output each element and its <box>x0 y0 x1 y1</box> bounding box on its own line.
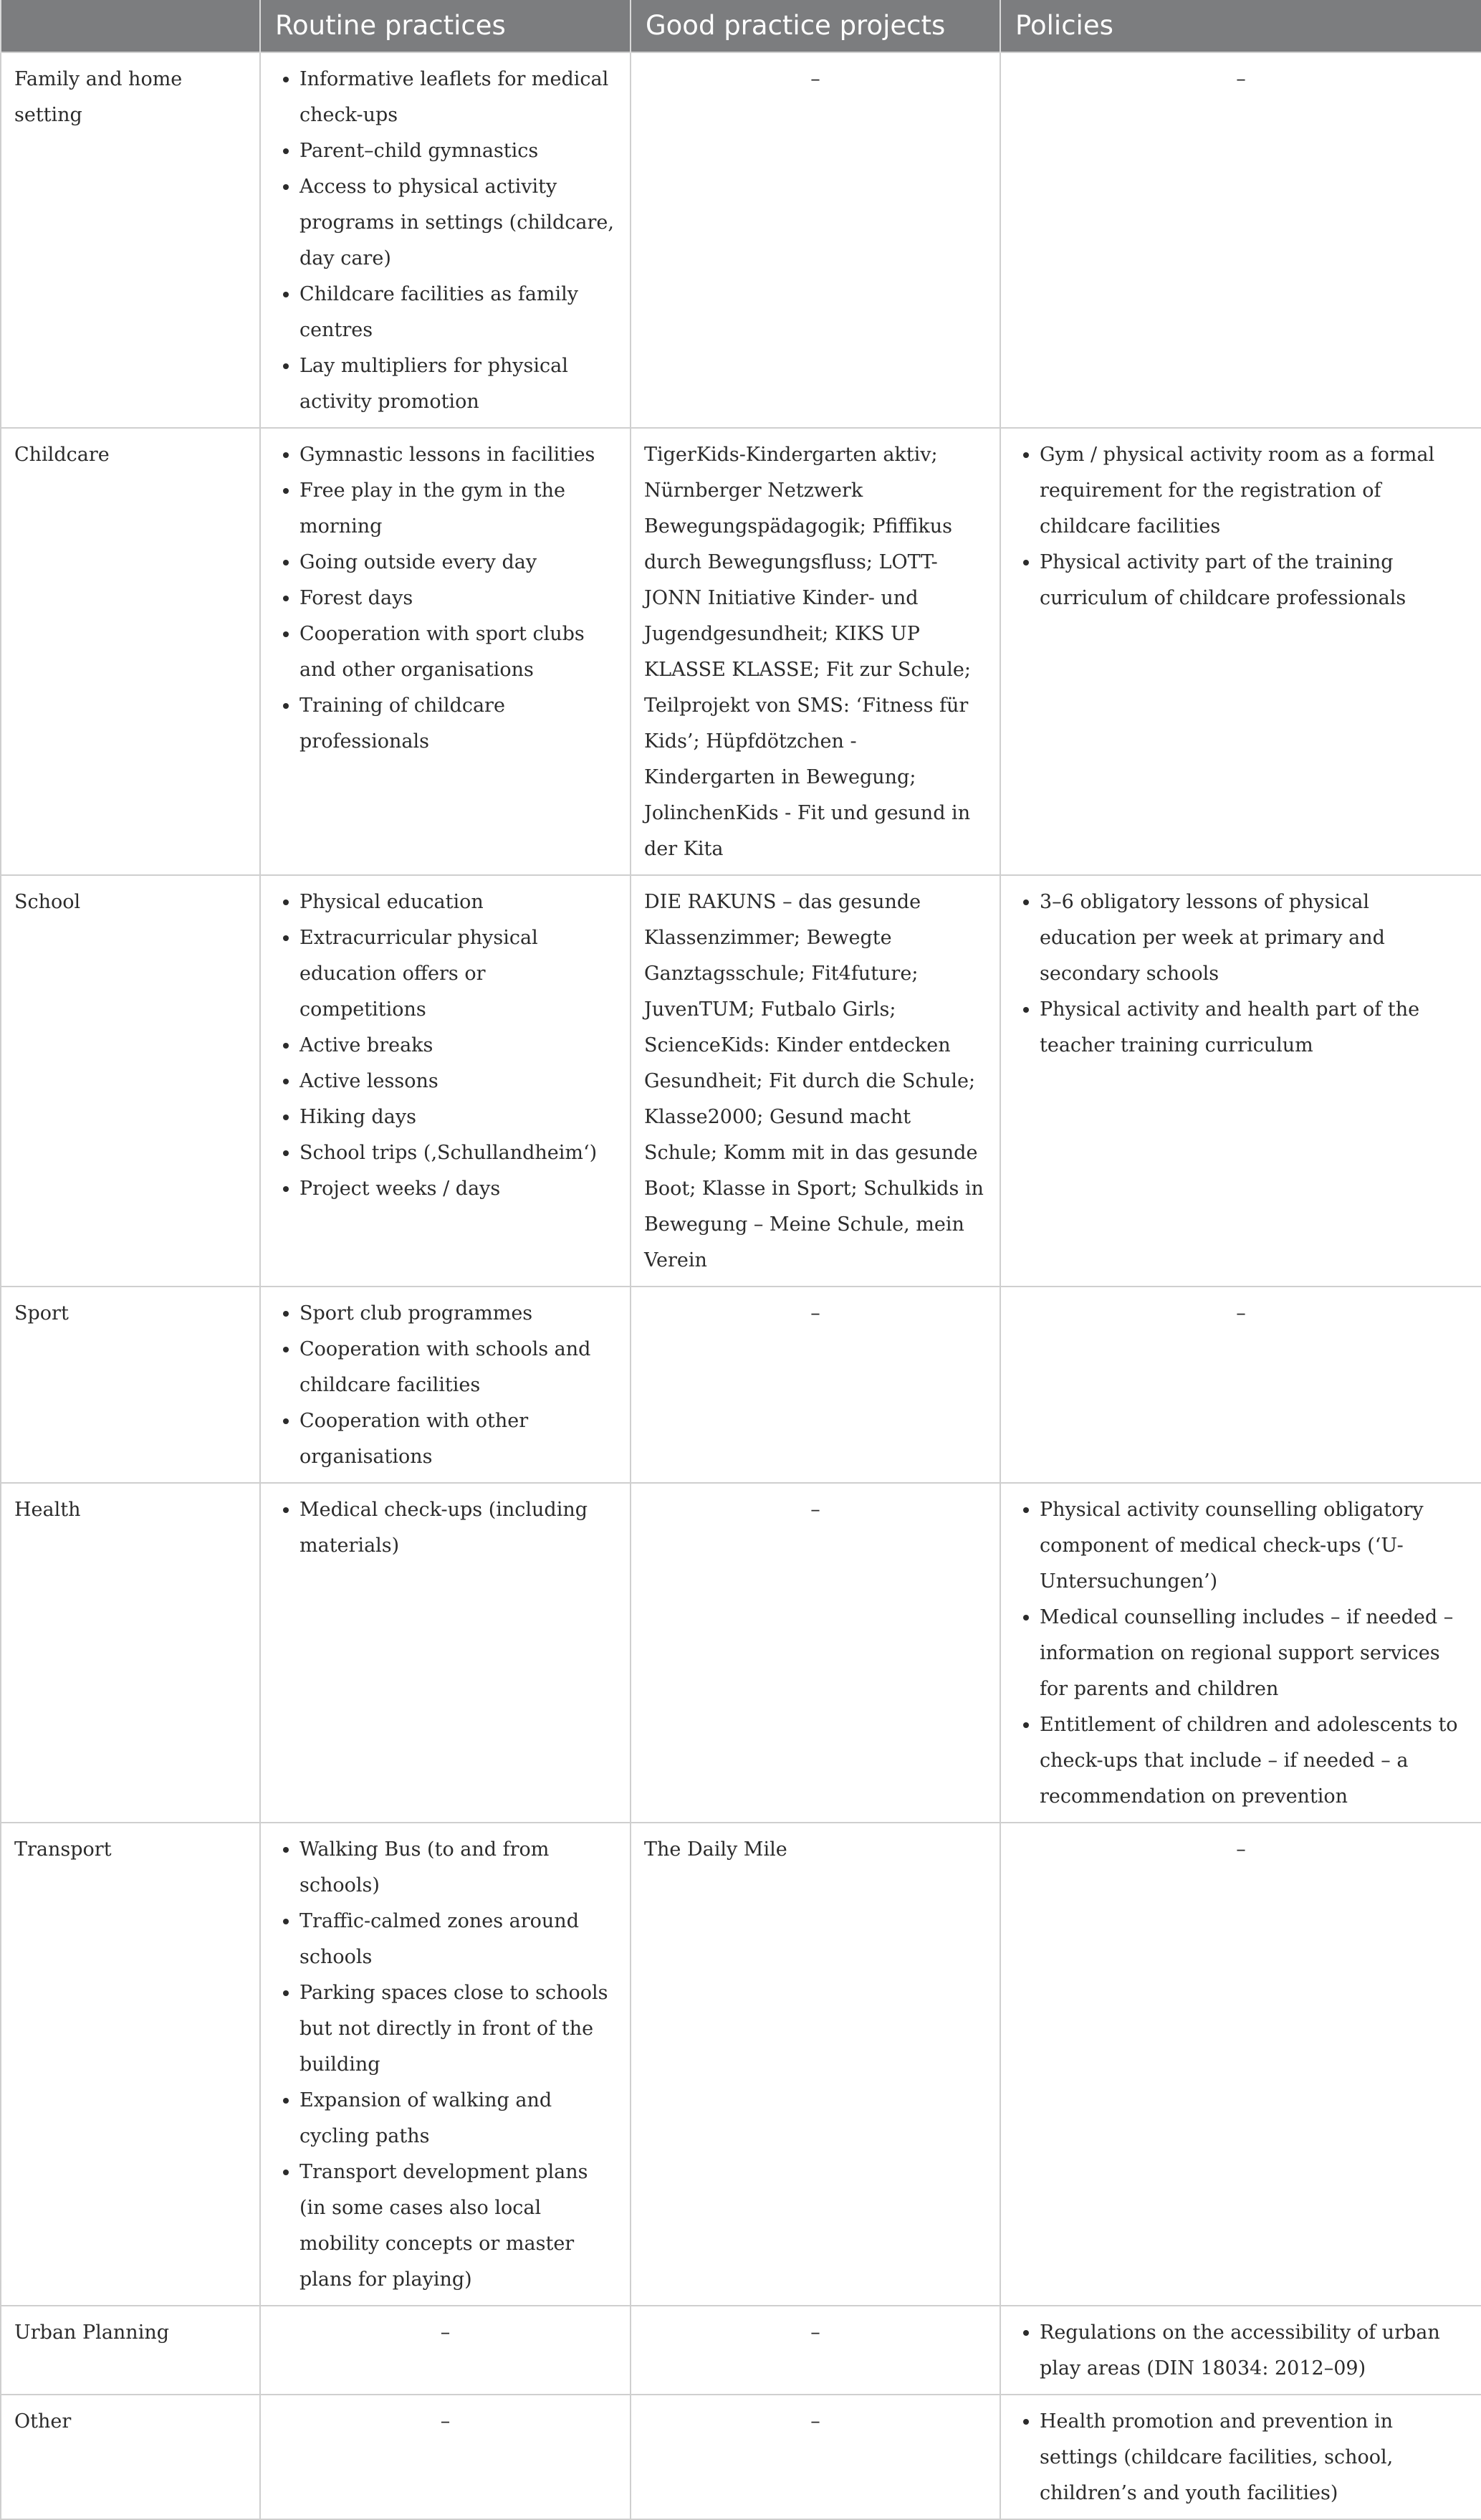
list-item: • Regulations on the accessibility of urban play areas (DIN 18034: 2012–09) <box>1040 2315 1468 2387</box>
list-item: • Project weeks / days <box>299 1171 617 1207</box>
table-row <box>1 875 1481 1287</box>
routine-cell <box>260 1823 631 2306</box>
projects-cell: – <box>631 52 1000 428</box>
projects-cell: – <box>631 2306 1000 2395</box>
list-item: • Going outside every day <box>299 545 617 581</box>
routine-cell: – <box>260 2306 631 2395</box>
policies-cell <box>1000 428 1481 875</box>
policies-list <box>1014 1492 1468 1815</box>
routine-cell <box>260 875 631 1287</box>
list-item: • Entitlement of children and adolescents to check-ups that include – if needed – a recommendation on prevention <box>1040 1707 1468 1815</box>
list-item: • Traffic-calmed zones around schools <box>299 1904 617 1975</box>
list-item: • Gym / physical activity room as a formal requirement for the registration of childcare facilities <box>1040 437 1468 545</box>
list-item: • Parent–child gymnastics <box>299 133 617 169</box>
list-item: • Access to physical activity programs in settings (childcare, day care) <box>299 169 617 277</box>
routine-cell <box>260 428 631 875</box>
table-row <box>1 1823 1481 2306</box>
list-item: • Medical counselling includes – if needed – information on regional support services for parents and children <box>1040 1600 1468 1707</box>
projects-cell: – <box>631 2395 1000 2519</box>
list-item: • Informative leaflets for medical check-ups <box>299 62 617 133</box>
list-item: • Health promotion and prevention in settings (childcare facilities, school, children’s and youth facilities) <box>1040 2404 1468 2511</box>
list-item: • Cooperation with sport clubs and other organisations <box>299 616 617 688</box>
routine-cell <box>260 1483 631 1823</box>
setting-cell: Family and home setting <box>1 52 260 428</box>
list-item: • Active breaks <box>299 1028 617 1064</box>
setting-cell: Sport <box>1 1287 260 1483</box>
list-item: • Forest days <box>299 581 617 616</box>
setting-cell: Childcare <box>1 428 260 875</box>
routine-list <box>274 62 617 420</box>
list-item: • Medical check-ups (including materials) <box>299 1492 617 1564</box>
routine-list <box>274 884 617 1207</box>
list-item: • Physical activity counselling obligatory component of medical check-ups (‘U-Untersuchungen’) <box>1040 1492 1468 1600</box>
list-item: • Lay multipliers for physical activity promotion <box>299 348 617 420</box>
list-item: • Active lessons <box>299 1064 617 1099</box>
projects-cell: TigerKids-Kindergarten aktiv; Nürnberger Netzwerk Bewegungspädagogik; Pfiffikus durch Bewegungsfluss; LOTT-JONN Initiative Kinder- und Jugendgesundheit; KIKS UP KLASSE KLASSE; Fit zur Schule; Teilprojekt von SMS: ‘Fitness für Kids’; Hüpfdötzchen - Kindergarten in Bewegung; JolinchenKids - Fit und gesund in der Kita <box>631 428 1000 875</box>
setting-cell: Urban Planning <box>1 2306 260 2395</box>
routine-list <box>274 1832 617 2298</box>
list-item: • 3–6 obligatory lessons of physical education per week at primary and secondary schools <box>1040 884 1468 992</box>
policies-cell: – <box>1000 1287 1481 1483</box>
list-item: • Extracurricular physical education offers or competitions <box>299 920 617 1028</box>
list-item: • Cooperation with schools and childcare facilities <box>299 1332 617 1403</box>
header-setting <box>1 0 260 52</box>
list-item: • Expansion of walking and cycling paths <box>299 2083 617 2154</box>
routine-cell <box>260 1287 631 1483</box>
policies-list <box>1014 884 1468 1064</box>
table-row <box>1 1287 1481 1483</box>
list-item: • Gymnastic lessons in facilities <box>299 437 617 473</box>
table-row <box>1 428 1481 875</box>
policies-cell: – <box>1000 1823 1481 2306</box>
header-row <box>1 0 1481 52</box>
header-good-practice-projects: Good practice projects <box>631 0 1000 52</box>
table-row <box>1 2306 1481 2395</box>
table-row <box>1 2395 1481 2519</box>
list-item: • Physical education <box>299 884 617 920</box>
projects-cell: – <box>631 1483 1000 1823</box>
list-item: • Physical activity and health part of the teacher training curriculum <box>1040 992 1468 1064</box>
policies-cell <box>1000 2306 1481 2395</box>
list-item: • Transport development plans (in some cases also local mobility concepts or master plans for playing) <box>299 2154 617 2298</box>
routine-list <box>274 1492 617 1564</box>
setting-cell: Health <box>1 1483 260 1823</box>
header-policies: Policies <box>1000 0 1481 52</box>
routine-cell <box>260 52 631 428</box>
policies-list <box>1014 2404 1468 2511</box>
policies-list <box>1014 437 1468 616</box>
policies-cell <box>1000 875 1481 1287</box>
setting-cell: School <box>1 875 260 1287</box>
list-item: • Walking Bus (to and from schools) <box>299 1832 617 1904</box>
policies-cell <box>1000 1483 1481 1823</box>
list-item: • Sport club programmes <box>299 1296 617 1332</box>
table-row <box>1 1483 1481 1823</box>
policies-cell <box>1000 2395 1481 2519</box>
policies-cell: – <box>1000 52 1481 428</box>
setting-cell: Transport <box>1 1823 260 2306</box>
list-item: • Free play in the gym in the morning <box>299 473 617 545</box>
routine-list <box>274 437 617 760</box>
projects-cell: – <box>631 1287 1000 1483</box>
list-item: • Cooperation with other organisations <box>299 1403 617 1475</box>
list-item: • School trips (‚Schullandheim‘) <box>299 1135 617 1171</box>
routine-cell: – <box>260 2395 631 2519</box>
policies-list <box>1014 2315 1468 2387</box>
list-item: • Childcare facilities as family centres <box>299 277 617 348</box>
list-item: • Parking spaces close to schools but not directly in front of the building <box>299 1975 617 2083</box>
table-row <box>1 52 1481 428</box>
routine-list <box>274 1296 617 1475</box>
header-routine-practices: Routine practices <box>260 0 631 52</box>
list-item: • Physical activity part of the training curriculum of childcare professionals <box>1040 545 1468 616</box>
setting-cell: Other <box>1 2395 260 2519</box>
projects-cell: The Daily Mile <box>631 1823 1000 2306</box>
list-item: • Training of childcare professionals <box>299 688 617 760</box>
list-item: • Hiking days <box>299 1099 617 1135</box>
projects-cell: DIE RAKUNS – das gesunde Klassenzimmer; Bewegte Ganztagsschule; Fit4future; JuvenTUM; Futbalo Girls; ScienceKids: Kinder entdecken Gesundheit; Fit durch die Schule; Klasse2000; Gesund macht Schule; Komm mit in das gesunde Boot; Klasse in Sport; Schulkids in Bewegung – Meine Schule, mein Verein <box>631 875 1000 1287</box>
